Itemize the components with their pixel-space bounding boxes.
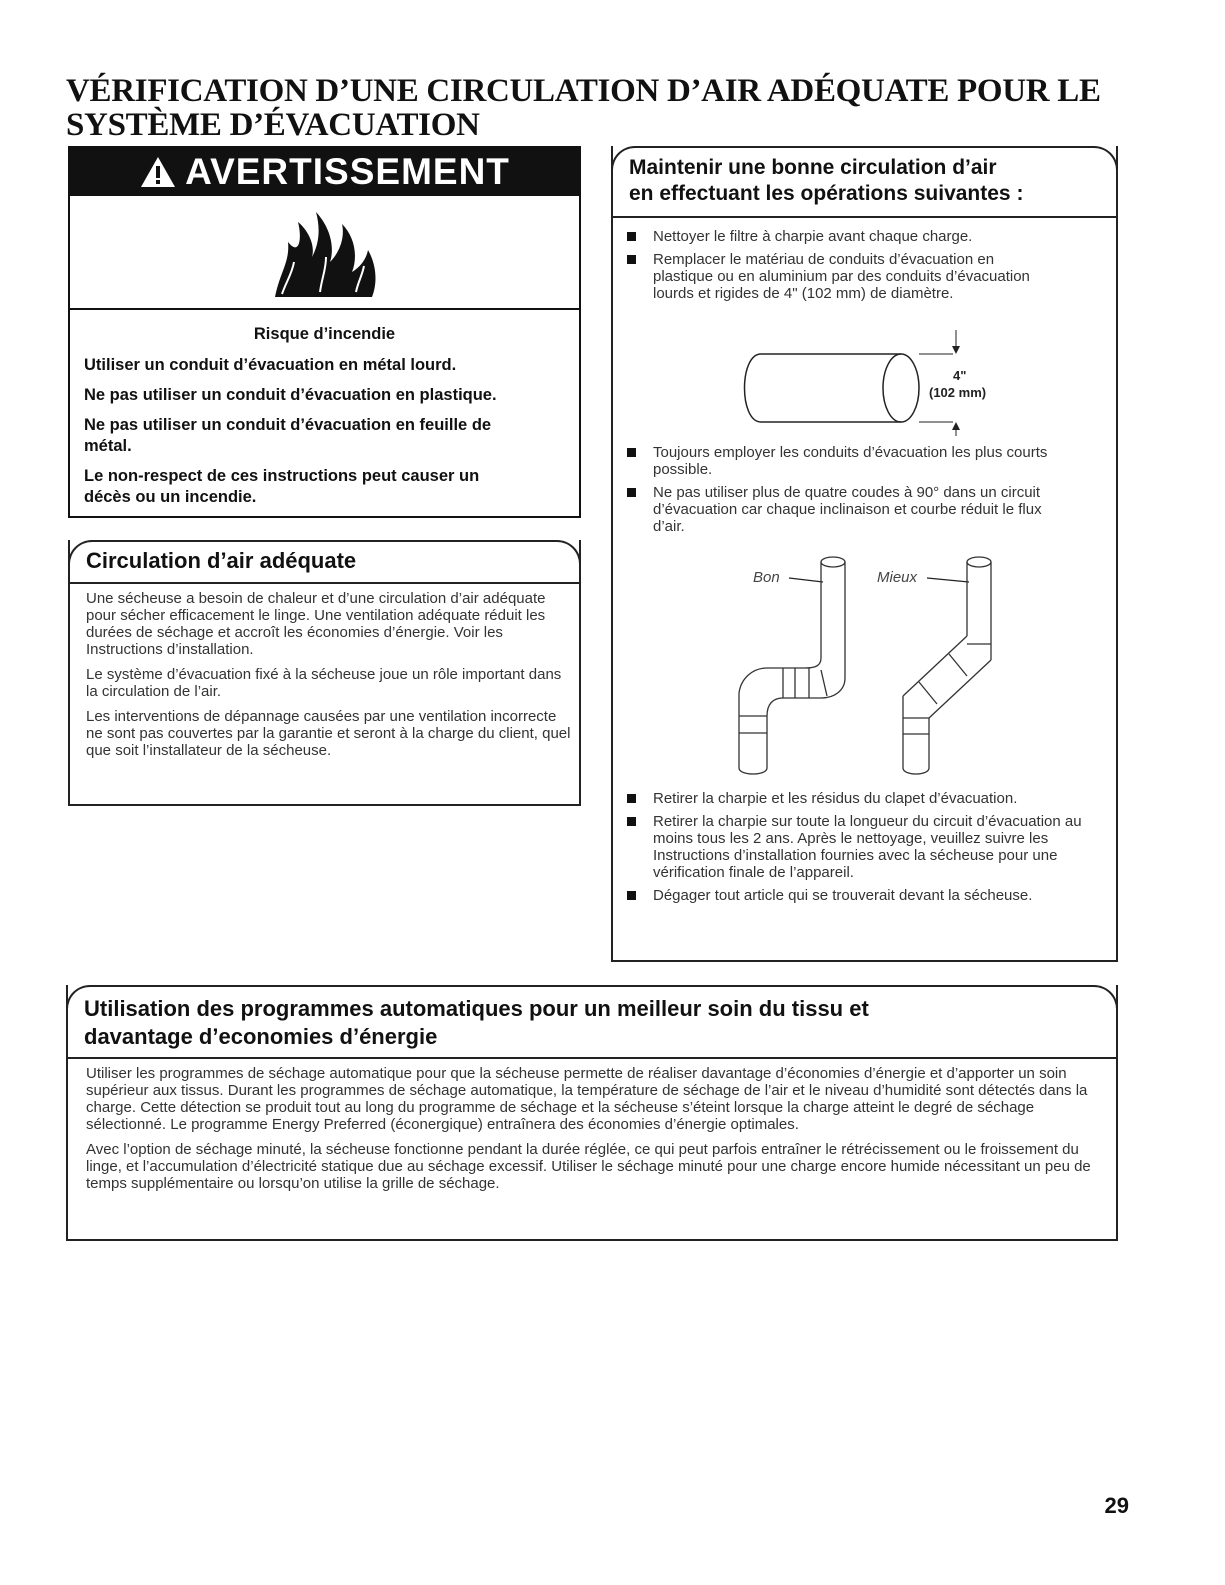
list-item: Dégager tout article qui se trouverait devant la sécheuse.	[623, 887, 1053, 904]
fire-icon	[70, 196, 579, 310]
auto-title-line1: Utilisation des programmes automatiques pour un meilleur soin du tissu et	[84, 996, 869, 1021]
label-good: Bon	[753, 569, 780, 586]
maintain-title-line2: en effectuant les opérations suivantes :	[629, 182, 1024, 205]
warning-line: Ne pas utiliser un conduit d’évacuation en plastique.	[84, 386, 497, 404]
maintain-title-line1: Maintenir une bonne circulation d’air	[629, 156, 997, 179]
duct-diameter-figure	[731, 328, 1031, 438]
warning-line: Le non-respect de ces instructions peut causer un décès ou un incendie.	[84, 467, 480, 506]
list-item: Retirer la charpie sur toute la longueur du circuit d’évacuation au moins tous les 2 ans. Après le nettoyage, veuillez suivre les Instructions d’installation fournies avec la sécheuse pour une vérification finale de l’appareil.	[623, 813, 1093, 881]
paragraph: Les interventions de dépannage causées par une ventilation incorrecte ne sont pas couvertes par la garantie et seront à la charge du client, quel que soit l’installateur de la sécheuse.	[86, 708, 571, 759]
list-item: Ne pas utiliser plus de quatre coudes à 90° dans un circuit d’évacuation car chaque inclinaison et courbe réduit le flux d’air.	[623, 484, 1073, 535]
page-number: 29	[1104, 1493, 1129, 1518]
paragraph: Une sécheuse a besoin de chaleur et d’une circulation d’air adéquate pour sécher efficacement le linge. Une ventilation adéquate réduit les durées de séchage et accroît les économies d’énergie. Voir les Instructions d’installation.	[86, 590, 546, 658]
list-item: Toujours employer les conduits d’évacuation les plus courts possible.	[623, 444, 1073, 478]
auto-title-line2: davantage d’economies d’énergie	[84, 1024, 438, 1049]
duct-label-inch: 4"	[953, 368, 967, 383]
paragraph: Utiliser les programmes de séchage automatique pour que la sécheuse permette de réaliser davantage d’économies d’énergie et d’apporter un soin supérieur aux tissus. Durant les programmes de séchage automatique, la température de séchage de l’air et le niveau d’humidité sont détectés dans la charge. Cette détection se produit tout au long du programme de séchage et la sécheuse s’éteint lorsque la charge atteint le degré de séchage sélectionné. Le programme Energy Preferred (éconergique) entraînera des économies d’énergie optimales.	[86, 1065, 1088, 1133]
warning-triangle-icon	[139, 155, 177, 189]
elbow-comparison-figure	[723, 548, 1023, 778]
duct-label-mm: (102 mm)	[929, 385, 987, 400]
circulation-body	[86, 590, 572, 767]
duct-good-icon	[739, 557, 845, 774]
circulation-title: Circulation d’air adéquate	[86, 548, 357, 573]
warning-line: Ne pas utiliser un conduit d’évacuation en feuille de métal.	[84, 416, 492, 455]
warning-box	[68, 146, 581, 518]
maintain-title	[629, 155, 1023, 207]
warning-line: Utiliser un conduit d’évacuation en métal lourd.	[84, 356, 457, 374]
maintain-box	[611, 146, 1118, 962]
auto-programs-title	[84, 995, 869, 1051]
warning-header-text: AVERTISSEMENT	[185, 151, 510, 192]
paragraph: Avec l’option de séchage minuté, la sécheuse fonctionne pendant la durée réglée, ce qui peut parfois entraîner le rétrécissement ou le froissement du linge, et l’accumulation d’électricité statique due au séchage excessif. Utiliser le séchage minuté pour une charge encore humide nécessitant un peu de temps supplémentaire ou lorsqu’on utilise la grille de séchage.	[86, 1141, 1091, 1192]
duct-better-icon	[903, 557, 991, 774]
list-item: Remplacer le matériau de conduits d’évacuation en plastique ou en aluminium par des conduits d’évacuation lourds et rigides de 4" (102 mm) de diamètre.	[623, 251, 1053, 302]
risk-label: Risque d’incendie	[253, 325, 396, 343]
circulation-box	[68, 540, 581, 806]
paragraph: Le système d’évacuation fixé à la sécheuse joue un rôle important dans la circulation de l’air.	[86, 666, 562, 700]
label-better: Mieux	[877, 569, 918, 586]
auto-programs-box	[66, 985, 1118, 1241]
list-item: Retirer la charpie et les résidus du clapet d’évacuation.	[623, 790, 1113, 807]
list-item: Nettoyer le filtre à charpie avant chaque charge.	[623, 228, 1103, 245]
warning-header	[70, 148, 579, 196]
page-title: VÉRIFICATION D’UNE CIRCULATION D’AIR ADÉQUATE POUR LE SYSTÈME D’ÉVACUATION	[66, 73, 1101, 143]
